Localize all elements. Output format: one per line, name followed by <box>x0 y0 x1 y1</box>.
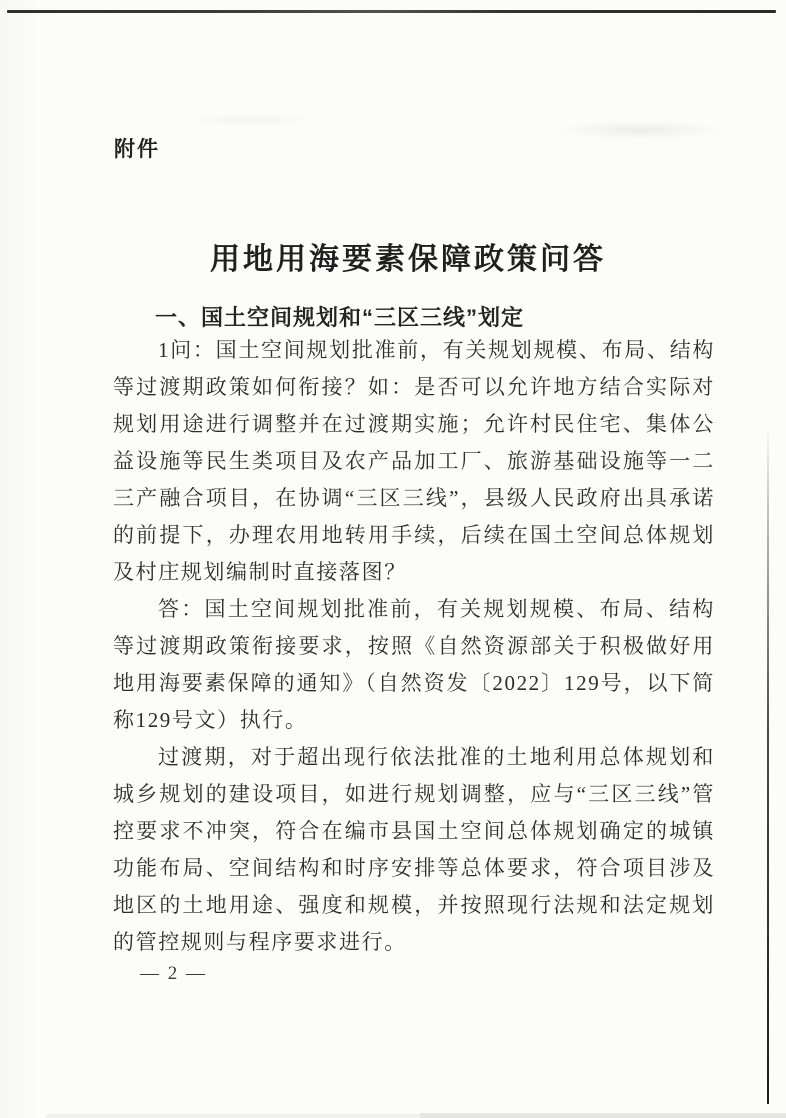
page-number: — 2 — <box>140 963 207 984</box>
scan-bottom-shadow <box>420 1113 786 1118</box>
document-body <box>113 332 715 961</box>
section-heading: 一、国土空间规划和“三区三线”划定 <box>155 305 525 330</box>
document-title: 用地用海要素保障政策问答 <box>210 243 606 277</box>
question-paragraph: 1问：国土空间规划批准前，有关规划规模、布局、结构等过渡期政策如何衔接？如：是否可以允许地方结合实际对规划用途进行调整并在过渡期实施；允许村民住宅、集体公益设施等民生类项目及农产品加工厂、旅游基础设施等一二三产融合项目，在协调“三区三线”，县级人民政府出具承诺的前提下，办理农用地转用手续，后续在国土空间总体规划及村庄规划编制时直接落图？ <box>113 338 715 584</box>
scan-right-edge-line <box>767 425 769 1104</box>
answer-paragraph-2: 过渡期，对于超出现行依法批准的土地利用总体规划和城乡规划的建设项目，如进行规划调整，应与“三区三线”管控要求不冲突，符合在编市县国土空间总体规划确定的城镇功能布局、空间结构和时序安排等总体要求，符合项目涉及地区的土地用途、强度和规模，并按照现行法规和法定规划的管控规则与程序要求进行。 <box>113 745 715 954</box>
answer-paragraph-1: 答：国土空间规划批准前，有关规划规模、布局、结构等过渡期政策衔接要求，按照《自然资源部关于积极做好用地用海要素保障的通知》（自然资发〔2022〕129号，以下简称129号文）执行。 <box>113 597 715 732</box>
scan-bottom-shadow-faint <box>46 1114 420 1118</box>
attachment-label: 附件 <box>114 138 160 161</box>
scan-top-edge-line <box>7 10 776 13</box>
